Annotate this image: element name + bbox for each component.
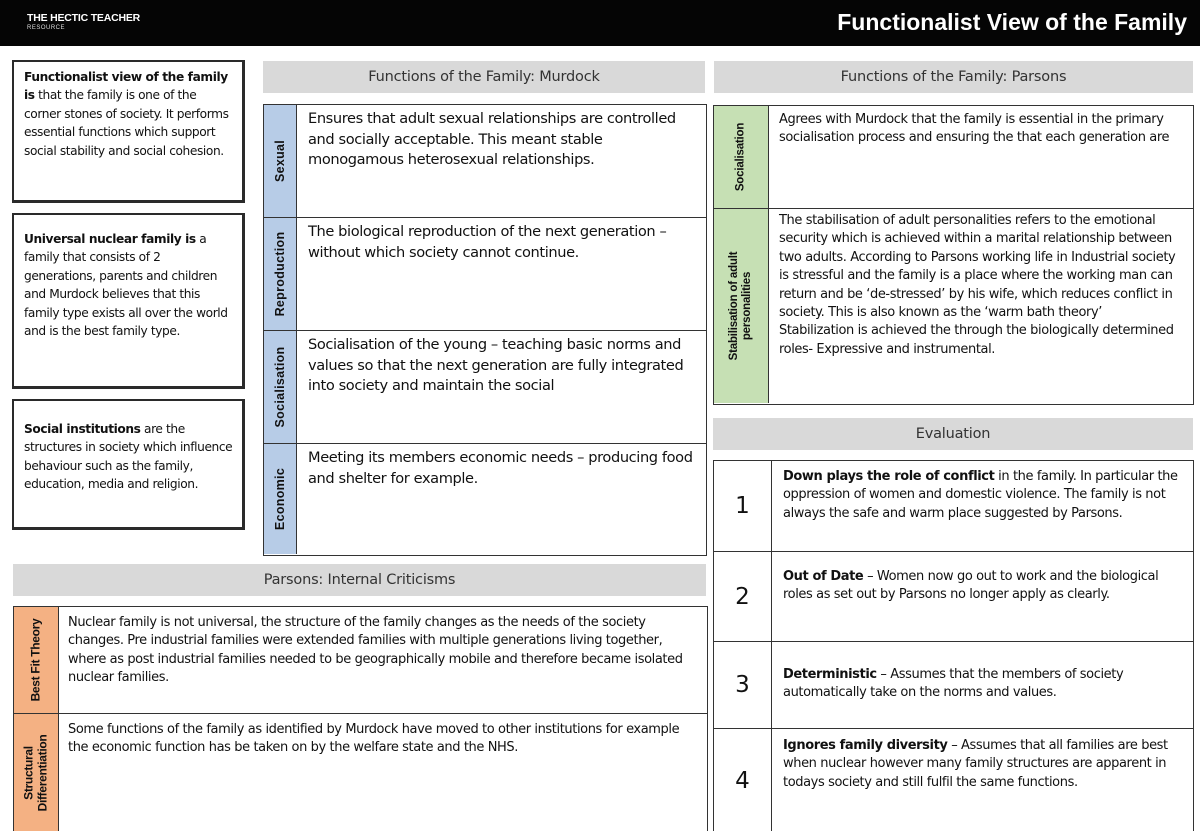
row-label: Reproduction <box>264 218 297 330</box>
evaluation-term: Down plays the role of conflict <box>783 469 995 484</box>
definition-text: a family that consists of 2 generations, parents and children and Murdock believes that this family type exists all over the world and is the best family type. <box>24 232 228 339</box>
parsons-table <box>713 105 1194 405</box>
brand-name: THE HECTIC TEACHER <box>27 12 141 24</box>
evaluation-detail: in the family. In particular the oppression of women and domestic violence. The family is not always the safe and warm place suggested by Parsons. <box>783 469 1178 521</box>
definition-nuclear-family <box>12 213 245 389</box>
row-label: Economic <box>264 444 297 554</box>
evaluation-number: 4 <box>714 729 772 831</box>
table-row <box>264 331 706 444</box>
evaluation-text <box>772 642 1193 728</box>
evaluation-detail: – Assumes that the members of society automatically take on the norms and values. <box>783 667 1124 701</box>
criticisms-header: Parsons: Internal Criticisms <box>13 564 706 596</box>
brand-logo <box>27 12 140 32</box>
criticisms-table <box>13 606 708 831</box>
definition-term: Functionalist view of the family is <box>24 70 228 103</box>
evaluation-term: Ignores family diversity <box>783 738 948 753</box>
definition-term: Universal nuclear family is <box>24 232 196 246</box>
evaluation-text <box>772 461 1193 551</box>
table-row <box>714 106 1193 209</box>
row-label: Socialisation <box>264 331 297 443</box>
row-label: Stabilisation of adult personalities <box>714 209 769 403</box>
definition-social-institutions <box>12 399 245 530</box>
evaluation-term: Out of Date <box>783 569 864 584</box>
table-row <box>714 461 1193 552</box>
row-text: The biological reproduction of the next generation – without which society cannot continue. <box>308 223 667 261</box>
table-row <box>264 218 706 331</box>
evaluation-header: Evaluation <box>713 418 1193 450</box>
evaluation-text <box>772 552 1193 641</box>
murdock-table <box>263 104 707 556</box>
top-bar <box>0 0 1200 46</box>
row-text: Socialisation of the young – teaching basic norms and values so that the next generation are fully integrated into society and maintain the social <box>308 336 684 394</box>
evaluation-table <box>713 460 1194 831</box>
evaluation-term: Deterministic <box>783 667 877 682</box>
definition-term: Social institutions <box>24 422 141 436</box>
definition-functionalist <box>12 60 245 203</box>
table-row <box>14 607 707 714</box>
definition-text: are the structures in society which influence behaviour such as the family, education, media and religion. <box>24 422 233 492</box>
table-row <box>714 552 1193 642</box>
evaluation-text <box>772 729 1193 831</box>
evaluation-detail: – Women now go out to work and the biological roles as set out by Parsons no longer apply as clearly. <box>783 569 1159 603</box>
table-row <box>714 642 1193 729</box>
row-text: Some functions of the family as identified by Murdock have moved to other institutions for example the economic function has be taken on by the welfare state and the NHS. <box>68 722 680 756</box>
murdock-header: Functions of the Family: Murdock <box>263 61 705 93</box>
table-row <box>264 105 706 218</box>
row-text: The stabilisation of adult personalities refers to the emotional security which is achieved within a marital relationship between two adults. According to Parsons working life in Industrial society is stressful and the family is a place where the working man can return and be ‘de-stressed’ by his wife, which reduces conflict in society. This is also known as the ‘warm bath theory’ Stabilization is achieved the through the biologically determined roles- Expressive and instrumental. <box>779 213 1176 357</box>
definition-text: that the family is one of the corner stones of society. It performs essential functions which support social stability and social cohesion. <box>24 88 229 158</box>
row-text: Meeting its members economic needs – producing food and shelter for example. <box>308 449 693 487</box>
row-label: Best Fit Theory <box>14 607 59 713</box>
table-row <box>264 444 706 554</box>
evaluation-number: 2 <box>714 552 772 641</box>
table-row <box>714 729 1193 831</box>
evaluation-detail: – Assumes that all families are best when nuclear however many family structures are apparent in todays society and still fulfil the same functions. <box>783 738 1168 790</box>
row-label: Structural Differentiation <box>14 714 59 831</box>
page-title: Functionalist View of the Family <box>837 9 1187 35</box>
row-text: Nuclear family is not universal, the structure of the family changes as the needs of the society changes. Pre industrial families were extended families with multiple generations living together, where as post industrial families needed to be geographically mobile and therefore became isolated nuclear families. <box>68 615 683 686</box>
table-row <box>14 714 707 831</box>
evaluation-number: 3 <box>714 642 772 728</box>
brand-sub: RESOURCE <box>27 25 66 31</box>
evaluation-number: 1 <box>714 461 772 551</box>
parsons-header: Functions of the Family: Parsons <box>714 61 1193 93</box>
row-text: Ensures that adult sexual relationships are controlled and socially acceptable. This meant stable monogamous heterosexual relationships. <box>308 110 676 168</box>
row-text: Agrees with Murdock that the family is essential in the primary socialisation process and ensuring the that each generation are <box>779 112 1170 146</box>
row-label: Sexual <box>264 105 297 217</box>
table-row <box>714 209 1193 403</box>
row-label: Socialisation <box>714 106 769 208</box>
